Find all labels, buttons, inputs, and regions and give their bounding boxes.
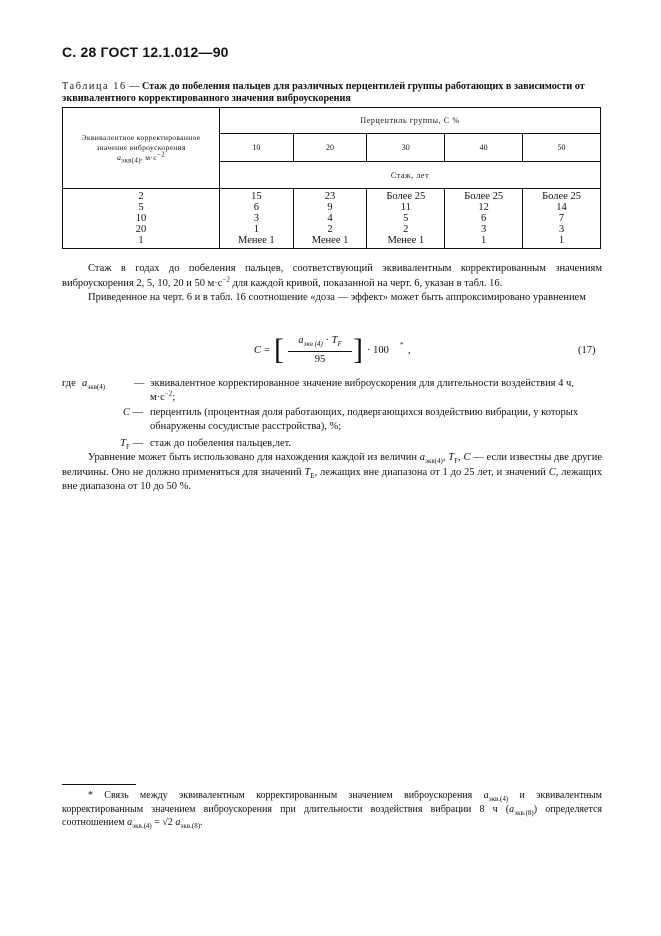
stazh-20-cell: 23 9 4 2 Менее 1 xyxy=(293,189,367,249)
stazh-10-cell: 15 6 3 1 Менее 1 xyxy=(220,189,294,249)
table-label: Таблица 16 xyxy=(62,81,127,92)
footnote: * Связь между эквивалентным корректированным значением виброускорения $a_{экв.(4)}$ и эквивалентным корректированным значением виброускорения при длительности воздействия вибрации 8 ч $(a_{экв.(8)})$ определяется соотношением $a_{экв.(4)} = √2$ $a_{экв.(8)}$. xyxy=(62,790,603,830)
formula-17: C = [ $a_{экв (4)} \cdot T_F$ 95 ] · 100 * , xyxy=(254,333,411,366)
legend-c: C — перцентиль (процентная доля работающих, подвергающихся воздействию вибрации, у которых обнаружены сосудистые расстройства), %; xyxy=(122,407,579,432)
percentile-10: 10 xyxy=(220,134,294,162)
percentile-40: 40 xyxy=(445,134,523,162)
right-bracket: ] xyxy=(353,333,363,366)
col-header-percentile: Перцентиль группы, С % xyxy=(220,108,601,134)
fraction-numerator: $a_{экв (4)} \cdot T_F$ xyxy=(298,335,342,349)
col-header-stazh: Стаж, лет xyxy=(220,162,601,189)
legend-a: где $a_{экв(4)}$ — эквивалентное корректированное значение виброускорения для длительности воздействия 4 ч, $м\cdot с^{-2}$; xyxy=(62,378,574,403)
fraction-bar xyxy=(288,351,352,352)
stazh-40-cell: Более 25 12 6 3 1 xyxy=(445,189,523,249)
footnote-divider xyxy=(62,784,136,785)
left-bracket: [ xyxy=(274,333,284,366)
percentile-20: 20 xyxy=(293,134,367,162)
table-title: Стаж до побеления пальцев для различных перцентилей группы работающих в зависимости от эквивалентного корректированного значения виброускорения xyxy=(62,81,585,104)
table-row xyxy=(63,189,601,249)
page-header: С. 28 ГОСТ 12.1.012—90 xyxy=(62,44,229,60)
stazh-30-cell: Более 25 11 5 2 Менее 1 xyxy=(367,189,445,249)
caption-dash: — xyxy=(129,81,140,92)
acceleration-values-cell: 2 5 10 20 1 xyxy=(63,189,220,249)
equation-number: (17) xyxy=(578,345,596,356)
paragraph-1: Стаж в годах до побеления пальцев, соответствующий эквивалентным корректированным значениям виброускорения 2, 5, 10, 20 и 50 $м\cdot с^{-2}$ для каждой кривой, показанной на черт. 6, указан в табл. 16. xyxy=(62,263,602,289)
legend-t: $T_F$ — стаж до побеления пальцев,лет. xyxy=(120,438,292,452)
table-caption xyxy=(62,81,602,105)
col-header-acceleration: Эквивалентное корректированное значение виброускорения $a_{экв(4)}$, $м\cdot с^{-2}$ xyxy=(63,108,220,189)
stazh-50-cell: Более 25 14 7 3 1 xyxy=(523,189,601,249)
paragraph-3: Уравнение может быть использовано для нахождения каждой из величин $a_{экв(4)}$, $T_F$, C — если известны две другие величины. Оно не должно применяться для значений $T_E$, лежащих вне диапазона от 1 до 25 лет, и значений C, лежащих вне диапазона от 10 до 50 %. xyxy=(62,452,603,492)
percentile-50: 50 xyxy=(523,134,601,162)
paragraph-2: Приведенное на черт. 6 и в табл. 16 соотношение «доза — эффект» может быть аппроксимировано уравнением xyxy=(88,292,586,303)
percentile-30: 30 xyxy=(367,134,445,162)
fraction-denominator: 95 xyxy=(314,354,326,365)
vibration-table xyxy=(62,107,601,249)
